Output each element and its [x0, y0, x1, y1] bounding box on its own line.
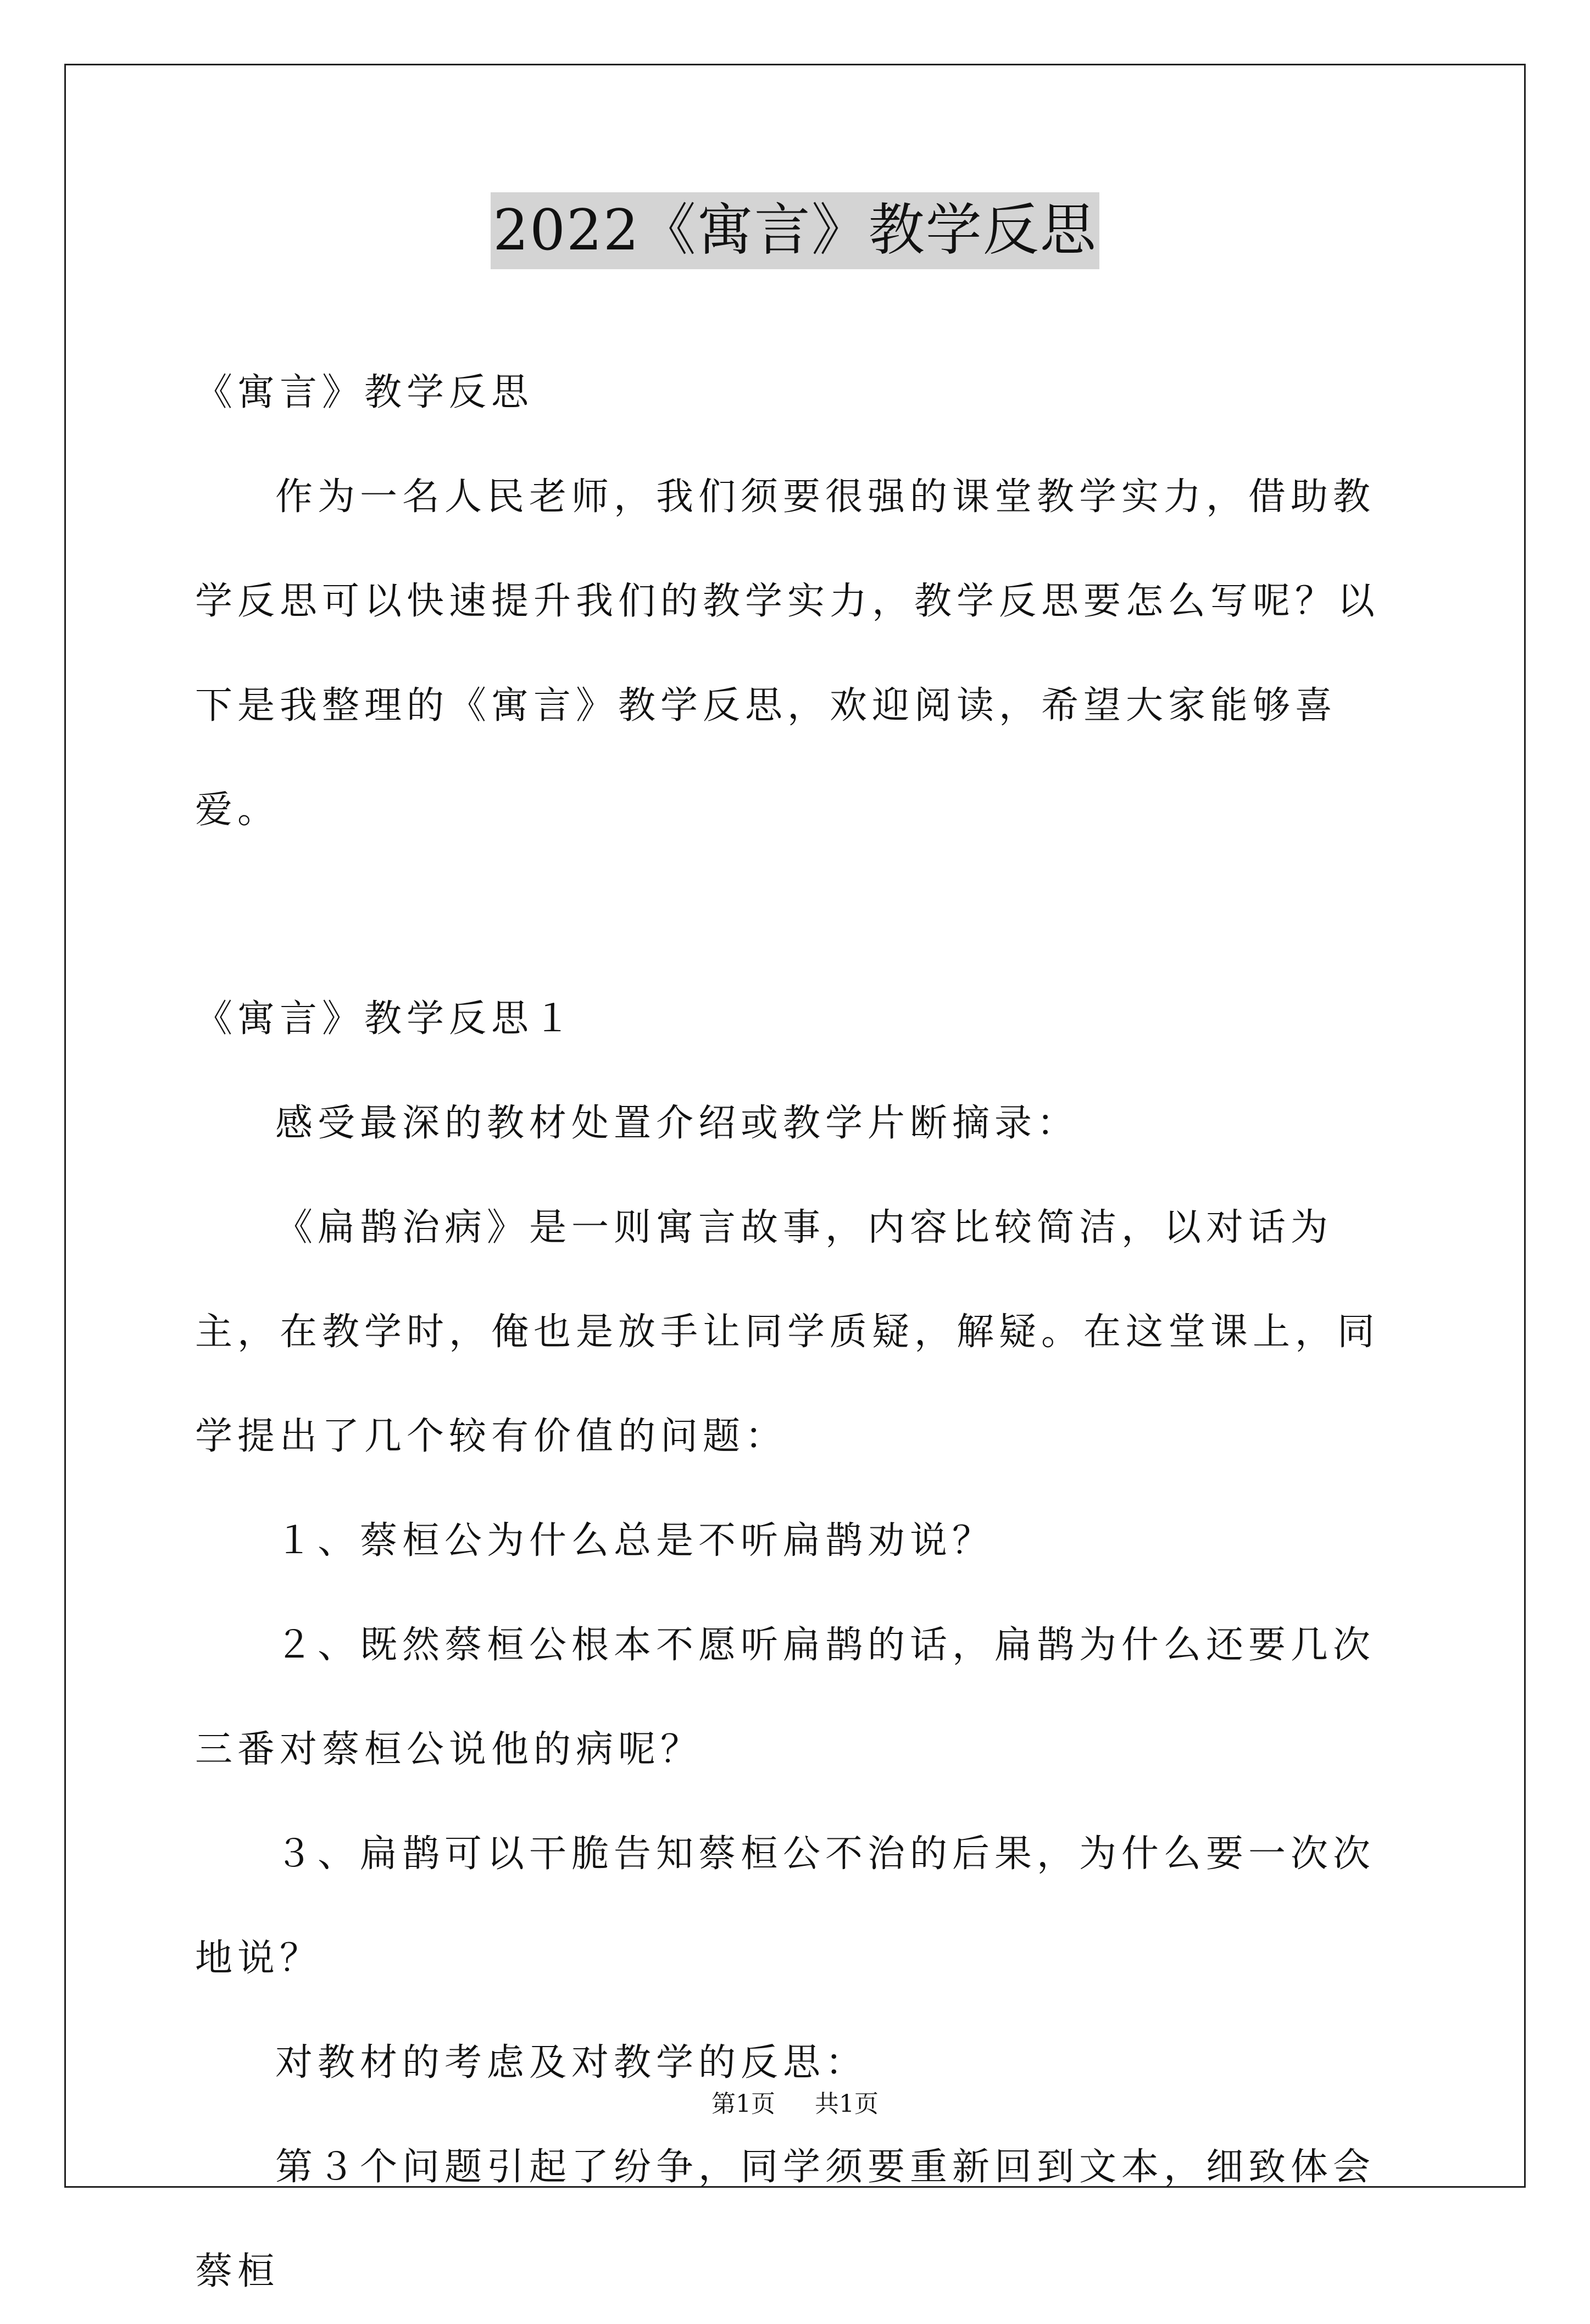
paragraph-reflection-label: 对教材的考虑及对教学的反思： — [275, 2041, 868, 2084]
intro-paragraph: 作为一名人民老师，我们须要很强的课堂教学实力，借助教学反思可以快速提升我们的教学实力，教学反思要怎么写呢？以下是我整理的《寓言》教学反思，欢迎阅读，希望大家能够喜爱。 — [195, 475, 1380, 832]
page-footer — [0, 2088, 1590, 2121]
paragraph-story: 《扁鹊治病》是一则寓言故事，内容比较简洁，以对话为主，在教学时，俺也是放手让同学质疑，解疑。在这堂课上，同学提出了几个较有价值的问题： — [195, 1206, 1380, 1458]
document-body — [195, 341, 1409, 2324]
section-heading: 《寓言》教学反思１ — [195, 997, 576, 1041]
subtitle: 《寓言》教学反思 — [195, 371, 534, 414]
question-2: ２、既然蔡桓公根本不愿听扁鹊的话，扁鹊为什么还要几次三番对蔡桓公说他的病呢？ — [195, 1624, 1376, 1771]
question-1: １、蔡桓公为什么总是不听扁鹊劝说？ — [275, 1519, 995, 1563]
page-total: 共1页 — [815, 2090, 879, 2118]
question-3: ３、扁鹊可以干脆告知蔡桓公不治的后果，为什么要一次次地说？ — [195, 1832, 1376, 1980]
title-wrap — [0, 192, 1590, 269]
page-number: 第1页 — [711, 2090, 775, 2118]
paragraph-reflection: 第３个问题引起了纷争，同学须要重新回到文本，细致体会蔡桓 — [195, 2145, 1376, 2293]
paragraph-excerpt-label: 感受最深的教材处置介绍或教学片断摘录： — [275, 1102, 1080, 1145]
document-title: 2022《寓言》教学反思 — [491, 192, 1099, 269]
